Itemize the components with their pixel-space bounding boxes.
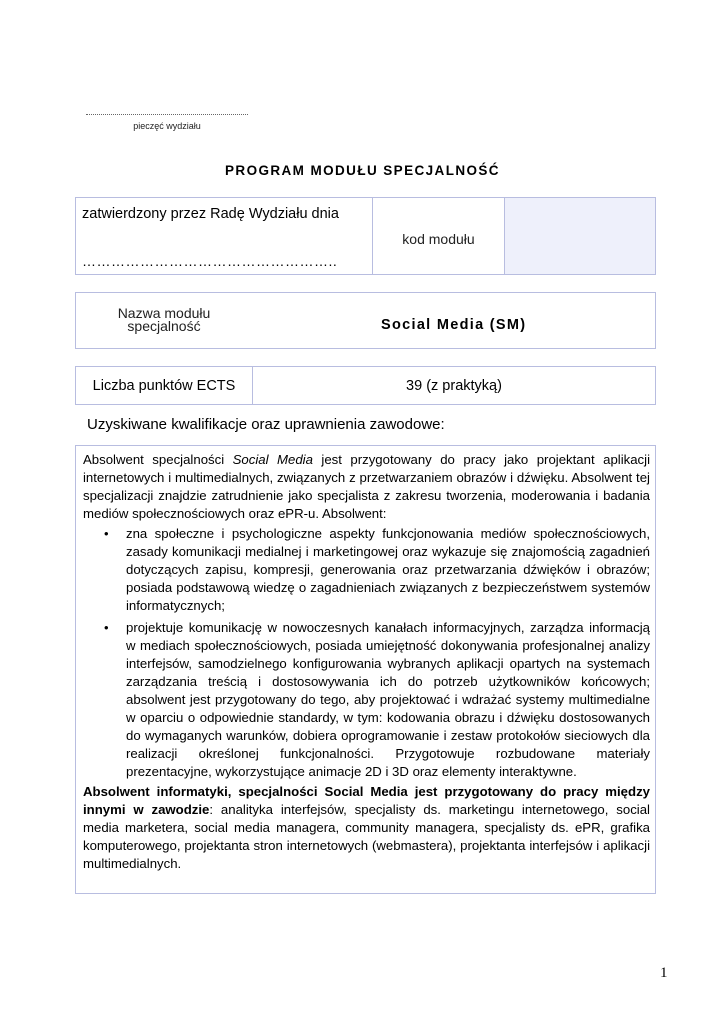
- module-code-value-cell: [505, 198, 655, 274]
- list-item: [83, 525, 650, 615]
- approval-date-dots: ……………………………………………..: [82, 253, 338, 269]
- approval-table: [75, 197, 656, 275]
- module-name-table: [75, 292, 656, 349]
- competence-list: [83, 525, 650, 781]
- module-code-label-cell: [373, 198, 505, 274]
- description-box: [75, 445, 656, 894]
- approval-cell: [76, 198, 373, 274]
- module-code-label: kod modułu: [402, 231, 475, 247]
- approval-text: zatwierdzony przez Radę Wydziału dnia: [82, 206, 339, 222]
- ects-label: Liczba punktów ECTS: [76, 367, 253, 404]
- qualifications-heading: Uzyskiwane kwalifikacje oraz uprawnienia zawodowe:: [87, 416, 445, 433]
- bullet-icon: •: [104, 620, 109, 635]
- ects-value: 39 (z praktyką): [406, 377, 502, 394]
- list-item-text: zna społeczne i psychologiczne aspekty funkcjonowania mediów społecznościowych, zasady komunikacji medialnej i marketingowej oraz wykazuje się znajomością zagadnień dotyczących zapisu, kompresji, generowania oraz przetwarzania dźwięków i obrazów; posiada podstawową wiedzę o zagadnieniach związanych z bezpieczeństwem systemów informatycznych;: [126, 526, 650, 613]
- bullet-icon: •: [104, 526, 109, 541]
- module-name-value: Social Media (SM): [381, 317, 527, 333]
- intro-rest: jest przygotowany do pracy jako projektant aplikacji internetowych i multimedialnych, związanych z przetwarzaniem obrazów i dźwięku. Absolwent tej specjalizacji znajdzie zatrudnienie jako specjalista z zakresu tworzenia, moderowania i badania mediów społecznościowych oraz ePR-u. Absolwent:: [83, 452, 651, 521]
- ects-table: [75, 366, 656, 405]
- closing-bold: Absolwent informatyki, specjalności Social Media jest przygotowany do pracy między innymi w zawodzie: [83, 784, 650, 817]
- description-intro: [83, 451, 650, 523]
- description-closing: [83, 783, 650, 873]
- intro-prefix: Absolwent specjalności: [83, 452, 233, 467]
- stamp-label: pieczęć wydziału: [133, 121, 201, 131]
- module-name-label-line2: specjalność: [127, 318, 201, 334]
- module-name-label-line1: Nazwa modułu: [117, 305, 211, 321]
- document-title: PROGRAM MODUŁU SPECJALNOŚĆ: [225, 163, 500, 178]
- stamp-dotted-line: [86, 106, 248, 115]
- list-item: [83, 619, 650, 781]
- page-number: 1: [660, 965, 668, 981]
- intro-italic: Social Media: [232, 452, 313, 467]
- closing-rest: : analityka interfejsów, specjalisty ds. marketingu internetowego, social media marketera, social media managera, community managera, specjalisty ds. ePR, grafika komputerowego, projektanta stron internetowych (webmastera), projektanta interfejsów i aplikacji multimedialnych.: [83, 802, 650, 871]
- list-item-text: projektuje komunikację w nowoczesnych kanałach informacyjnych, zarządza informacją w mediach społecznościowych, posiada umiejętność dokonywania profesjonalnej analizy interfejsów, samodzielnego konfigurowania wybranych aplikacji opartych na systemach zarządzania treścią i dostosowywania ich do potrzeb użytkowników końcowych; absolwent jest przygotowany do tego, aby projektować i wdrażać systemy multimedialne w oparciu o odpowiednie standardy, w tym: kodowania obrazu i dźwięku dostosowanych do wymaganych warunków, dobiera oprogramowanie i zestaw protokołów sieciowych dla realizacji określonej funkcjonalności. Przygotowuje rozbudowane materiały prezentacyjne, wykorzystujące animacje 2D i 3D oraz elementy interaktywne.: [126, 620, 650, 779]
- module-name-label: [104, 307, 224, 333]
